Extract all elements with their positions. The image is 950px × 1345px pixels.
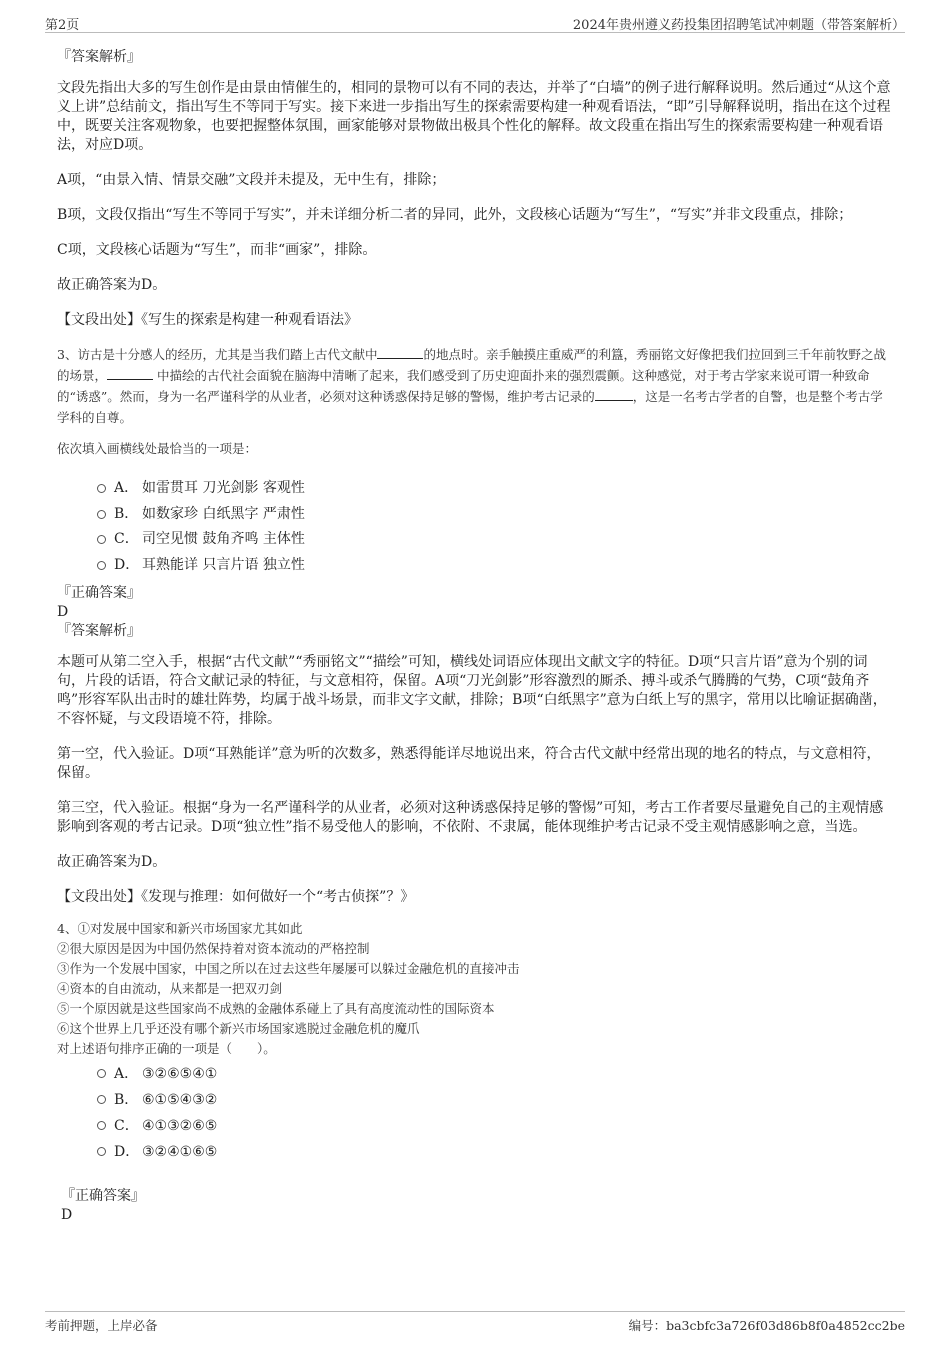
radio-button[interactable] xyxy=(97,535,106,544)
radio-button[interactable] xyxy=(97,1069,106,1078)
correct-answer-label: 『正确答案』 xyxy=(61,1188,145,1204)
answer-conclusion: 故正确答案为D。 xyxy=(57,854,167,870)
analysis-label: 『答案解析』 xyxy=(57,49,141,65)
page-header xyxy=(45,12,905,33)
question-prompt: 对上述语句排序正确的一项是（ ）。 xyxy=(57,1041,276,1056)
correct-answer: D xyxy=(57,604,69,620)
blank-line xyxy=(107,366,153,380)
option-b[interactable]: B． 如数家珍 白纸黑字 严肃性 xyxy=(57,502,893,528)
option-c[interactable]: C． ④①③②⑥⑤ xyxy=(57,1113,893,1139)
analysis-paragraph: 第三空，代入验证。根据“身为一名严谨科学的从业者，必须对这种诱惑保持足够的警惕”可知，考古工作者要尽量避免自己的主观情感影响到客观的考古记录。D项“独立性”指不易受他人的影响，不依附、不隶属，能体现维护考古记录不受主观情感影响之意，当选。 xyxy=(57,800,884,835)
question-3 xyxy=(57,344,893,907)
answer-conclusion: 故正确答案为D。 xyxy=(57,277,167,293)
option-list xyxy=(57,1061,893,1165)
radio-button[interactable] xyxy=(97,1121,106,1130)
option-d[interactable]: D． 耳熟能详 只言片语 独立性 xyxy=(57,553,893,579)
radio-button[interactable] xyxy=(97,1095,106,1104)
page-number: 第2页 xyxy=(45,18,80,33)
source-citation: 【文段出处】《发现与推理：如何做好一个“考古侦探”？》 xyxy=(57,889,415,905)
page-footer xyxy=(45,1311,905,1338)
analysis-paragraph: 本题可从第二空入手，根据“古代文献”“秀丽铭文”“描绘”可知，横线处词语应体现出文献文字的特征。D项“只言片语”意为个别的词句，片段的话语，符合文献记录的特征，与文意相符，保留。A项“刀光剑影”形容激烈的厮杀、搏斗或杀气腾腾的气势，C项“鼓角齐鸣”形容军队出击时的雄壮阵势，均属于战斗场景，而非文字文献，排除；B项“白纸黑字”意为白纸上写的黑字，常用以比喻证据确凿，不容怀疑，与文段语境不符，排除。 xyxy=(57,654,887,727)
option-a[interactable]: A． 如雷贯耳 刀光剑影 客观性 xyxy=(57,476,893,502)
sentence-line: ⑤一个原因就是这些国家尚不成熟的金融体系碰上了具有高度流动性的国际资本 xyxy=(57,1001,495,1016)
document-title: 2024年贵州遵义药投集团招聘笔试冲刺题（带答案解析） xyxy=(572,18,905,33)
correct-answer-label: 『正确答案』 xyxy=(57,585,141,601)
analysis-paragraph: 第一空，代入验证。D项“耳熟能详”意为听的次数多，熟悉得能详尽地说出来，符合古代文献中经常出现的地名的特点，与文意相符，保留。 xyxy=(57,746,881,781)
page-content xyxy=(57,44,893,1225)
blank-line xyxy=(595,387,633,401)
sentence-line: 4、①对发展中国家和新兴市场国家尤其如此 xyxy=(57,921,303,936)
sentence-line: ③作为一个发展中国家，中国之所以在过去这些年屡屡可以躲过金融危机的直接冲击 xyxy=(57,961,520,976)
option-d[interactable]: D． ③②④①⑥⑤ xyxy=(57,1139,893,1165)
question-stem: 3、访古是十分感人的经历，尤其是当我们踏上古代文献中 的地点时。亲手触摸庄重威严的利簋，秀丽铭文好像把我们拉回到三千年前牧野之战的场景， 中描绘的古代社会面貌在脑海中清晰了起来，我们感受到了历史迎面扑来的强烈震颤。这种感觉，对于考古学家来说可谓一种致命的“诱惑”。然而，身为一名严谨科学的从业者，必须对这种诱惑保持足够的警惕，维护考古记录的 ，这是一名考古学者的自警，也是整个考古学学科的自尊。 xyxy=(57,347,886,425)
radio-button[interactable] xyxy=(97,561,106,570)
option-b[interactable]: B． ⑥①⑤④③② xyxy=(57,1087,893,1113)
question-prompt: 依次填入画横线处最恰当的一项是： xyxy=(57,441,258,456)
option-list xyxy=(57,476,893,578)
analysis-paragraph: B项，文段仅指出“写生不等同于写实”，并未详细分析二者的异同，此外，文段核心话题为“写生”，“写实”并非文段重点，排除； xyxy=(57,207,853,223)
radio-button[interactable] xyxy=(97,1147,106,1156)
analysis-label: 『答案解析』 xyxy=(57,623,141,639)
sentence-line: ④资本的自由流动，从来都是一把双刃剑 xyxy=(57,981,283,996)
sentence-line: ②很大原因是因为中国仍然保持着对资本流动的严格控制 xyxy=(57,941,370,956)
analysis-paragraph: 文段先指出大多的写生创作是由景由情催生的，相同的景物可以有不同的表达，并举了“白墙”的例子进行解释说明。然后通过“从这个意义上讲”总结前文，指出写生不等同于写实。接下来进一步指出写生的探索需要构建一种观看语法，“即”引导解释说明，指出在这个过程中，既要关注客观物象，也要把握整体氛围，画家能够对景物做出极具个性化的解释。故文段重在指出写生的探索需要构建一种观看语法，对应D项。 xyxy=(57,80,891,153)
footer-slogan: 考前押题，上岸必备 xyxy=(45,1318,158,1333)
blank-line xyxy=(377,345,423,359)
correct-answer: D xyxy=(61,1207,73,1223)
source-citation: 【文段出处】《写生的探索是构建一种观看语法》 xyxy=(57,312,358,328)
option-a[interactable]: A． ③②⑥⑤④① xyxy=(57,1061,893,1087)
radio-button[interactable] xyxy=(97,510,106,519)
analysis-paragraph: A项，“由景入情、情景交融”文段并未提及，无中生有，排除； xyxy=(57,172,446,188)
question-4 xyxy=(57,919,893,1225)
sentence-line: ⑥这个世界上几乎还没有哪个新兴市场国家逃脱过金融危机的魔爪 xyxy=(57,1021,420,1036)
radio-button[interactable] xyxy=(97,484,106,493)
option-c[interactable]: C． 司空见惯 鼓角齐鸣 主体性 xyxy=(57,527,893,553)
analysis-paragraph: C项，文段核心话题为“写生”，而非“画家”，排除。 xyxy=(57,242,377,258)
document-serial: 编号：ba3cbfc3a726f03d86b8f0a4852cc2be xyxy=(628,1318,905,1333)
